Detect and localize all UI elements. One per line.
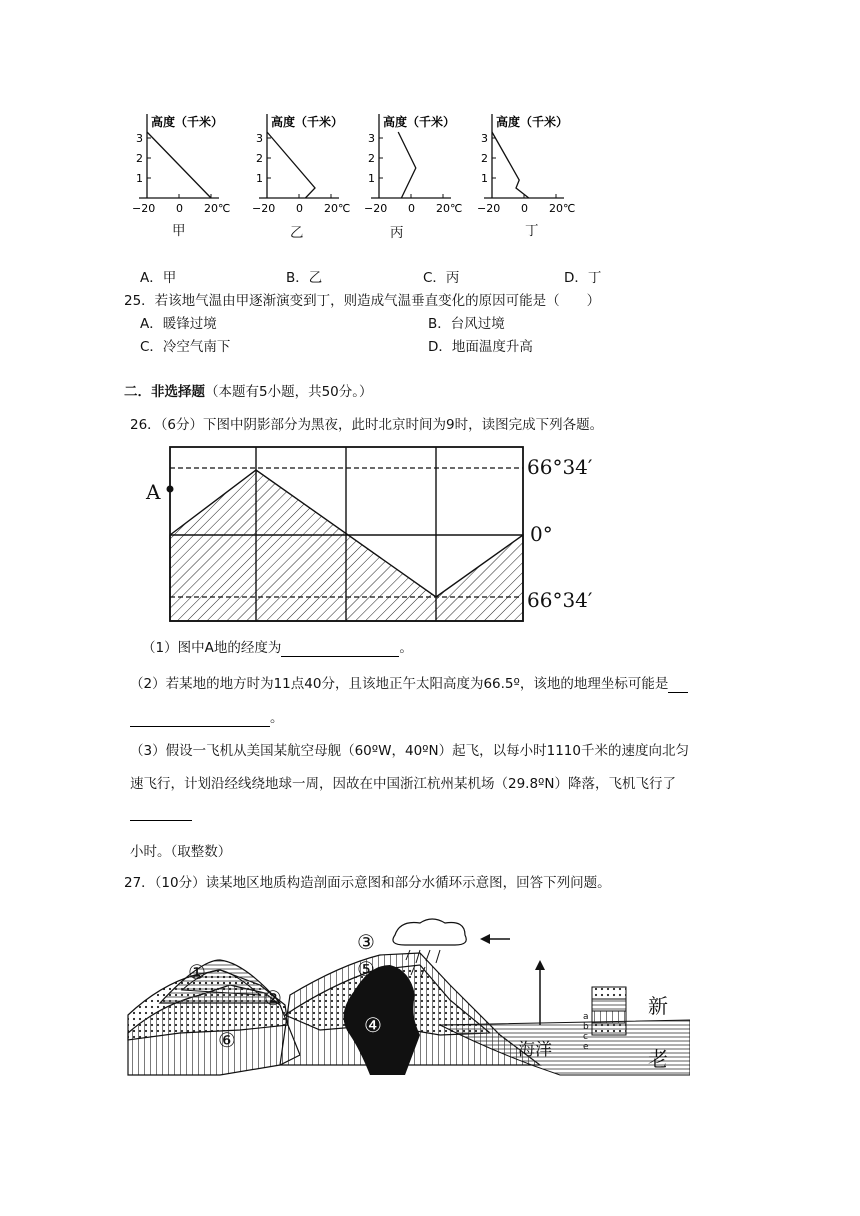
q26-sub2-answer-blank-a[interactable] [668, 676, 688, 693]
q24-option-a[interactable]: A．甲 [140, 270, 177, 286]
x-tick-label: 0 [296, 202, 303, 215]
q24-option-d[interactable]: D．丁 [564, 270, 602, 286]
y-tick-label: 1 [368, 172, 375, 185]
q26-stem: 26．（6分）下图中阴影部分为黑夜，此时北京时间为9时，读图完成下列各题。 [130, 417, 604, 433]
y-tick-label: 2 [256, 152, 263, 165]
y-tick-label: 1 [256, 172, 263, 185]
x-tick-label: −20 [364, 202, 388, 215]
temperature-graph-1 [132, 114, 230, 215]
y-tick-label: 1 [136, 172, 143, 185]
strata-letter-a: a [583, 1012, 589, 1022]
y-tick-label: 2 [136, 152, 143, 165]
q25-option-d[interactable]: D．地面温度升高 [428, 339, 533, 355]
geology-diagram-svg [120, 915, 690, 1085]
q26-sub3-answer-blank[interactable] [130, 820, 192, 821]
temperature-profile-line [398, 132, 416, 198]
x-tick-label: 0 [176, 202, 183, 215]
strata-new-label: 新 [648, 994, 668, 1018]
q24-option-b[interactable]: B．乙 [286, 270, 323, 286]
temperature-profile-line [267, 132, 315, 198]
strata-letter-e: e [583, 1042, 589, 1052]
strata-letter-c: c [583, 1032, 588, 1042]
x-tick-label: −20 [252, 202, 276, 215]
temperature-profile-line [492, 132, 529, 198]
q25-option-c[interactable]: C．冷空气南下 [140, 339, 231, 355]
q26-sub2 [130, 672, 688, 693]
y-tick-label: 3 [136, 132, 143, 145]
q26-sub2-text: （2）若某地的地方时为11点40分，且该地正午太阳高度为66.5º，该地的地理坐标可能是 [130, 676, 669, 692]
ocean-label: 海洋 [518, 1040, 552, 1060]
q26-sub1 [142, 636, 413, 657]
map-label-arctic: 66°34′ [527, 455, 593, 479]
x-tick-label: 20℃ [436, 202, 463, 215]
x-tick-label: −20 [477, 202, 501, 215]
y-tick-label: 1 [481, 172, 488, 185]
graph-label-ding: 丁 [525, 223, 539, 239]
y-tick-label: 2 [368, 152, 375, 165]
x-tick-label: 20℃ [204, 202, 231, 215]
q26-sub2-cont [130, 706, 284, 727]
q25-option-b[interactable]: B．台风过境 [428, 316, 505, 332]
q27-stem: 27．（10分）读某地区地质构造剖面示意图和部分水循环示意图，回答下列问题。 [124, 875, 611, 891]
y-axis-label: 高度（千米） [383, 115, 456, 129]
q24-option-c[interactable]: C．丙 [423, 270, 460, 286]
graph-label-yi: 乙 [290, 225, 304, 241]
q26-sub3-line1: （3）假设一飞机从美国某航空母舰（60ºW，40ºN）起飞，以每小时1110千米的速度向北匀 [130, 743, 689, 759]
q26-sub2-answer-blank-b[interactable] [130, 710, 270, 727]
geo-label-2: ② [264, 986, 282, 1010]
map-label-a: A [146, 480, 161, 504]
strata-letter-b: b [583, 1022, 589, 1032]
geo-label-1: ① [188, 960, 206, 984]
x-tick-label: 20℃ [549, 202, 576, 215]
geo-label-5: ⑤ [357, 957, 375, 981]
map-label-equator: 0° [530, 522, 553, 546]
q26-sub3-line3: 小时。（取整数） [130, 844, 232, 860]
q26-sub3-line2: 速飞行，计划沿经线绕地球一周，因故在中国浙江杭州某机场（29.8ºN）降落，飞机飞行了 [130, 776, 677, 792]
y-axis-label: 高度（千米） [151, 115, 224, 129]
q26-sub1-text: （1）图中A地的经度为 [142, 640, 282, 656]
q26-sub1-suffix: 。 [399, 640, 413, 656]
q25-option-a[interactable]: A．暖锋过境 [140, 316, 217, 332]
temperature-graph-2 [252, 114, 350, 215]
x-tick-label: 0 [521, 202, 528, 215]
graph-label-bing: 丙 [390, 225, 404, 241]
x-tick-label: −20 [132, 202, 156, 215]
point-a [167, 486, 174, 493]
y-tick-label: 3 [368, 132, 375, 145]
map-label-antarctic: 66°34′ [527, 588, 593, 612]
geo-label-3: ③ [357, 930, 375, 954]
geo-label-6: ⑥ [218, 1028, 236, 1052]
section2-heading-line [124, 380, 373, 400]
section2-heading: 二．非选择题 [124, 384, 205, 400]
y-axis-label: 高度（千米） [271, 115, 344, 129]
temperature-graph-3 [364, 114, 462, 215]
x-tick-label: 0 [408, 202, 415, 215]
x-tick-label: 20℃ [324, 202, 351, 215]
q26-sub2-suffix: 。 [270, 710, 284, 726]
temperature-graph-4 [477, 114, 575, 215]
graph-label-jia: 甲 [172, 223, 186, 239]
temperature-profile-line [147, 132, 211, 198]
geology-diagram [120, 915, 690, 1085]
q26-sub1-answer-blank[interactable] [281, 640, 399, 657]
y-tick-label: 2 [481, 152, 488, 165]
y-tick-label: 3 [481, 132, 488, 145]
y-tick-label: 3 [256, 132, 263, 145]
geo-label-4: ④ [364, 1013, 382, 1037]
section2-note: （本题有5小题，共50分。） [205, 384, 373, 400]
strata-old-label: 老 [648, 1047, 668, 1071]
q25-stem: 25．若该地气温由甲逐渐演变到丁，则造成气温垂直变化的原因可能是（ ） [124, 293, 601, 309]
y-axis-label: 高度（千米） [496, 115, 569, 129]
